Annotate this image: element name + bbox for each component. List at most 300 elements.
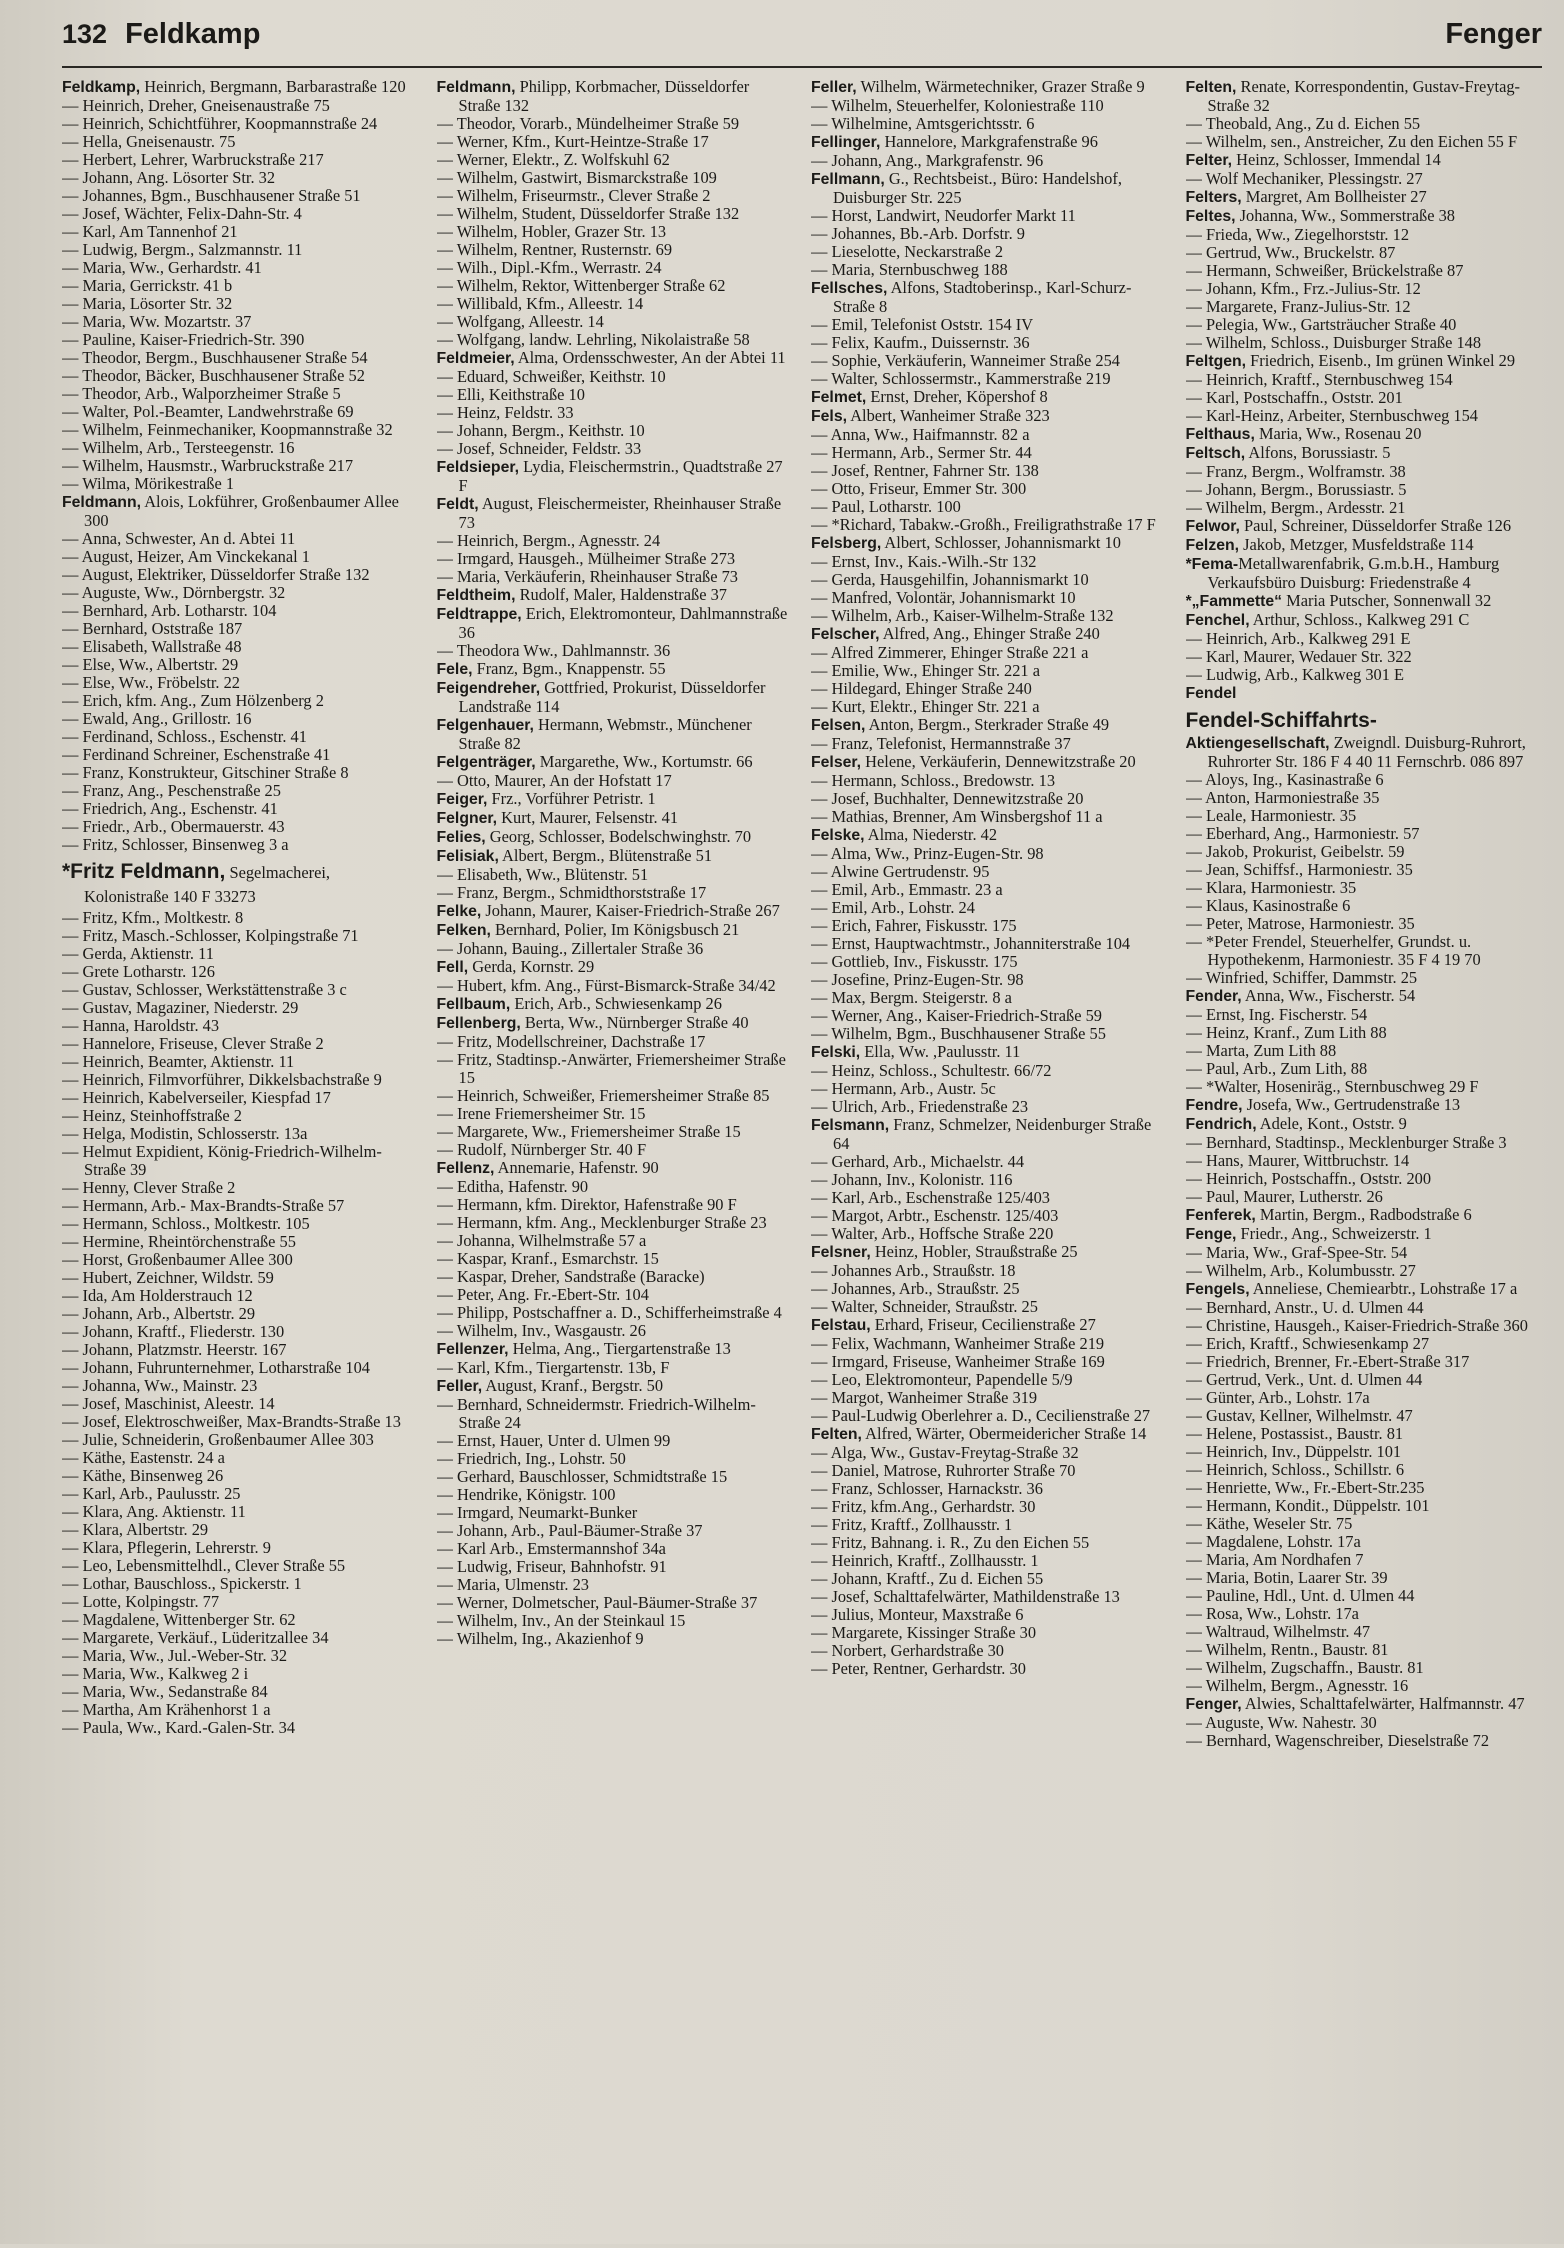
directory-entry [437,1522,794,1540]
entry-details: — Kurt, Elektr., Ehinger Str. 221 a [811,697,1040,716]
directory-entry [811,426,1168,444]
directory-entry [62,313,419,331]
directory-entry [437,1450,794,1468]
directory-entry [1186,1006,1543,1024]
directory-entry [1186,1042,1543,1060]
entry-details: — Paul, Maurer, Lutherstr. 26 [1185,1187,1383,1206]
directory-entry [1186,1533,1543,1551]
entry-details: — Hermine, Rheintörchenstraße 55 [62,1232,296,1251]
directory-entry [811,607,1168,625]
directory-entry [437,495,794,532]
entry-details: — Heinz, Schloss., Schultestr. 66/72 [811,1061,1052,1080]
entry-details: — Fritz, Schlosser, Binsenweg 3 a [62,835,289,854]
directory-entry [62,421,419,439]
entry-surname: Felten, [1185,79,1237,96]
directory-entry [1186,1335,1543,1353]
directory-entry [1186,555,1543,592]
directory-entry [437,716,794,753]
entry-surname: Fellenz, [436,1160,495,1177]
directory-entry [62,295,419,313]
entry-details: — Jakob, Prokurist, Geibelstr. 59 [1185,842,1405,861]
entry-details: Philipp, Korbmacher, Düsseldorfer Straße 132 [458,78,750,115]
entry-details: Martin, Bergm., Radbodstraße 6 [1255,1205,1472,1224]
entry-details: — Peter, Ang. Fr.-Ebert-Str. 104 [436,1285,649,1304]
entry-surname: Fenferek, [1185,1207,1256,1224]
entry-details: — Gerda, Aktienstr. 11 [62,944,214,963]
directory-entry [437,1087,794,1105]
directory-entry [62,1593,419,1611]
directory-entry [811,1642,1168,1660]
entry-surname: Felke, [436,903,482,920]
entry-details: Alfred, Wärter, Obermeidericher Straße 14 [861,1424,1147,1443]
entry-details: — Ludwig, Friseur, Bahnhofstr. 91 [436,1557,667,1576]
directory-entry [811,498,1168,516]
directory-entry [811,680,1168,698]
entry-details: — Ludwig, Arb., Kalkweg 301 E [1185,665,1405,684]
entry-details: — Bernhard, Arb. Lotharstr. 104 [62,601,277,620]
entry-surname: Aktiengesellschaft, [1185,735,1330,752]
directory-entry [62,385,419,403]
entry-details: — Karl, Am Tannenhof 21 [62,222,238,241]
directory-entry [62,475,419,493]
directory-entry [62,836,419,854]
directory-entry [811,826,1168,845]
entry-details: — Ulrich, Arb., Friedenstraße 23 [811,1097,1029,1116]
directory-entry [437,78,794,115]
entry-details: — Hendrike, Königstr. 100 [436,1485,616,1504]
entry-details: — Bernhard, Anstr., U. d. Ulmen 44 [1185,1298,1424,1317]
entry-details: — Daniel, Matrose, Ruhrorter Straße 70 [811,1461,1076,1480]
entry-surname: Felske, [811,827,865,844]
entry-details: — Frieda, Ww., Ziegelhorststr. 12 [1185,225,1410,244]
column-3 [811,78,1168,2248]
entry-details: — Leale, Harmoniestr. 35 [1185,806,1357,825]
directory-entry [811,644,1168,662]
directory-entry [62,1701,419,1719]
entry-details: — Anna, Ww., Haifmannstr. 82 a [811,425,1030,444]
entry-details: — Gustav, Magaziner, Niederstr. 29 [62,998,299,1017]
directory-entry [62,1305,419,1323]
directory-entry [62,530,419,548]
entry-details: — Leo, Elektromonteur, Papendelle 5/9 [811,1370,1073,1389]
directory-entry [62,1377,419,1395]
directory-entry [62,1017,419,1035]
entry-details: — Josef, Buchhalter, Dennewitzstraße 20 [811,789,1084,808]
entry-surname: Felgenträger, [436,754,536,771]
entry-details: — August, Heizer, Am Vinckekanal 1 [62,547,310,566]
entry-surname: Fellsches, [811,280,888,297]
directory-entry [437,790,794,809]
entry-details: Zweigndl. Duisburg-Ruhrort, Ruhrorter Str. 186 F 4 40 11 Fernschrb. 086 897 [1207,733,1526,771]
entry-details: — Maria, Ww., Graf-Spee-Str. 54 [1185,1243,1408,1262]
directory-entry [437,1196,794,1214]
directory-entry [437,772,794,790]
entry-details: — Ferdinand, Schloss., Eschenstr. 41 [62,727,307,746]
directory-entry [1186,1206,1543,1225]
entry-details: — Willibald, Kfm., Alleestr. 14 [436,294,644,313]
entry-details: — Hubert, Zeichner, Wildstr. 59 [62,1268,274,1287]
directory-entry [62,151,419,169]
directory-entry [1186,969,1543,987]
entry-details: — Klaus, Kasinostraße 6 [1185,896,1351,915]
entry-details: — Heinrich, Kraftf., Sternbuschweg 154 [1185,370,1453,389]
directory-entry [811,1207,1168,1225]
entry-details: Berta, Ww., Nürnberger Straße 40 [520,1013,749,1032]
entry-surname: Felters, [1185,189,1242,206]
entry-details: Alfons, Stadtoberinsp., Karl-Schurz-Straße 8 [833,278,1132,316]
directory-entry [1186,1024,1543,1042]
entry-details: Heinz, Hobler, Straußstraße 25 [870,1242,1078,1261]
directory-entry [1186,1115,1543,1134]
directory-entry [1186,425,1543,444]
entry-details: Erich, Elektromonteur, Dahlmannstraße 36 [458,604,788,642]
directory-entry [62,963,419,981]
entry-details: — Alfred Zimmerer, Ehinger Straße 221 a [811,643,1089,662]
entry-surname: Felwor, [1185,518,1240,535]
entry-surname: Fellenberg, [436,1015,521,1032]
directory-entry [437,902,794,921]
entry-details: Johann, Maurer, Kaiser-Friedrich-Straße 267 [481,901,780,920]
entry-details: — Magdalene, Lohstr. 17a [1185,1532,1361,1551]
entry-details: — Wilhelm, Gastwirt, Bismarckstraße 109 [436,168,717,187]
directory-entry [437,277,794,295]
directory-entry [62,1107,419,1125]
entry-details: — Margarete, Franz-Julius-Str. 12 [1185,297,1411,316]
page-number: 132 [62,19,108,49]
directory-entry [811,261,1168,279]
directory-entry [811,133,1168,152]
directory-entry [62,115,419,133]
directory-entry [811,279,1168,316]
entry-details: — Gustav, Kellner, Wilhelmstr. 47 [1185,1406,1413,1425]
entry-details: Metallwarenfabrik, G.m.b.H., Hamburg Verkaufsbüro Duisburg: Friedenstraße 4 [1207,554,1500,592]
directory-entry [1186,1497,1543,1515]
entry-details: — Ernst, Hauer, Unter d. Ulmen 99 [436,1431,671,1450]
directory-entry [1186,1677,1543,1695]
entry-details: — Kaspar, Dreher, Sandstraße (Baracke) [436,1267,705,1286]
entry-details: Alma, Ordensschwester, An der Abtei 11 [514,348,786,367]
column-1 [62,78,419,2248]
entry-surname: Feldmann, [62,494,141,511]
entry-surname: Fendel-Schiffahrts- [1185,709,1377,732]
directory-entry [1186,1262,1543,1280]
directory-entry [437,1250,794,1268]
directory-entry [1186,371,1543,389]
directory-entry [437,1286,794,1304]
directory-entry [437,1540,794,1558]
directory-entry [62,1071,419,1089]
entry-details: — Walter, Schneider, Straußstr. 25 [811,1297,1038,1316]
entry-details: — Otto, Maurer, An der Hofstatt 17 [436,771,672,790]
entry-details: Josefa, Ww., Gertrudenstraße 13 [1242,1095,1461,1114]
directory-entry [62,1359,419,1377]
directory-entry [1186,1188,1543,1206]
entry-details: Gerda, Kornstr. 29 [468,957,595,976]
directory-entry [437,1123,794,1141]
directory-entry [437,458,794,495]
entry-details: — Irmgard, Neumarkt-Bunker [436,1503,638,1522]
directory-entry [811,989,1168,1007]
directory-entry [62,1287,419,1305]
entry-details: — Gerhard, Arb., Michaelstr. 44 [811,1152,1025,1171]
directory-entry [811,207,1168,225]
directory-entry [62,1323,419,1341]
entry-details: — August, Elektriker, Düsseldorfer Straße 132 [62,565,370,584]
directory-entry [437,995,794,1014]
directory-entry [1186,389,1543,407]
entry-details: — Peter, Matrose, Harmoniestr. 35 [1185,914,1415,933]
entry-details: — Hermann, kfm. Direktor, Hafenstraße 90 F [436,1195,737,1214]
directory-entry [437,921,794,940]
directory-entry [437,368,794,386]
page-header [62,18,1542,68]
directory-entry [437,586,794,605]
directory-entry [811,808,1168,826]
entry-details: — Heinrich, Arb., Kalkweg 291 E [1185,629,1411,648]
directory-entry [811,1262,1168,1280]
entry-details: — Heinrich, Dreher, Gneisenaustraße 75 [62,96,330,115]
entry-surname: Fengels, [1185,1281,1250,1298]
directory-entry [811,152,1168,170]
directory-entry [811,716,1168,735]
entry-details: Anton, Bergm., Sterkrader Straße 49 [865,715,1110,734]
entry-details: Alfons, Borussiastr. 5 [1245,443,1391,462]
directory-entry [1186,1078,1543,1096]
entry-surname: Felgner, [436,810,498,827]
directory-entry [437,313,794,331]
entry-details: — Helmut Expidient, König-Friedrich-Wilhelm-Straße 39 [62,1142,382,1179]
directory-entry [1186,1371,1543,1389]
entry-details: — Otto, Friseur, Emmer Str. 300 [811,479,1027,498]
directory-entry [1186,734,1543,771]
entry-details: — Karl, Postschaffn., Oststr. 201 [1185,388,1403,407]
entry-details: — Wilhelm, Ing., Akazienhof 9 [436,1629,644,1648]
directory-entry [62,1053,419,1071]
directory-entry [1186,897,1543,915]
entry-details: — Werner, Dolmetscher, Paul-Bäumer-Straße 37 [436,1593,758,1612]
directory-entry [62,1197,419,1215]
directory-entry [62,1089,419,1107]
entry-surname: Fenge, [1185,1226,1237,1243]
directory-entry [62,78,419,97]
entry-details: — Klara, Pflegerin, Lehrerstr. 9 [62,1538,271,1557]
directory-entry [1186,630,1543,648]
entry-details: Georg, Schlosser, Bodelschwinghstr. 70 [485,827,752,846]
entry-details: — Paula, Ww., Kard.-Galen-Str. 34 [62,1718,296,1737]
entry-details: — Josef, Schneider, Feldstr. 33 [436,439,642,458]
directory-entry [437,958,794,977]
directory-entry [1186,666,1543,684]
directory-entry [1186,207,1543,226]
entry-details: — Walter, Arb., Hoffsche Straße 220 [811,1224,1054,1243]
entry-details: Erich, Arb., Schwiesenkamp 26 [510,994,722,1013]
directory-entry [811,1098,1168,1116]
directory-entry [62,1449,419,1467]
entry-details: — Rudolf, Nürnberger Str. 40 F [436,1140,647,1159]
directory-entry [811,1444,1168,1462]
entry-details: Hermann, Webmstr., Münchener Straße 82 [458,715,752,753]
entry-details: Alwies, Schalttafelwärter, Halfmannstr. 47 [1241,1694,1525,1713]
directory-entry [1186,1605,1543,1623]
entry-details: — Eduard, Schweißer, Keithstr. 10 [436,367,666,386]
directory-entry [811,863,1168,881]
directory-entry [811,899,1168,917]
entry-surname: Fender, [1185,988,1242,1005]
entry-details: — Heinrich, Schloss., Schillstr. 6 [1185,1460,1405,1479]
directory-entry [1186,481,1543,499]
directory-entry [62,746,419,764]
directory-entry [62,1719,419,1737]
entry-details: — Wilhelm, Hobler, Grazer Str. 13 [436,222,667,241]
entry-surname: Fenger, [1185,1696,1242,1713]
entry-details: — Erich, Kraftf., Schwiesenkamp 27 [1185,1334,1430,1353]
entry-details: Albert, Wanheimer Straße 323 [847,406,1050,425]
entry-details: — Maria, Ww., Sedanstraße 84 [62,1682,268,1701]
entry-details: — Friedr., Arb., Obermauerstr. 43 [62,817,285,836]
directory-entry [1186,1443,1543,1461]
directory-entry [811,1570,1168,1588]
entry-details: August, Kranf., Bergstr. 50 [482,1376,664,1395]
entry-details: Friedr., Ang., Schweizerstr. 1 [1236,1224,1432,1243]
directory-entry [437,440,794,458]
entry-details: Hannelore, Markgrafenstraße 96 [880,132,1098,151]
directory-entry [1186,1299,1543,1317]
directory-entry [62,169,419,187]
entry-details: — Ernst, Hauptwachtmstr., Johanniterstraße 104 [811,934,1131,953]
entry-details: — Karl, Arb., Paulusstr. 25 [62,1484,241,1503]
directory-entry [437,404,794,422]
entry-surname: Felser, [811,754,862,771]
directory-entry [1186,1479,1543,1497]
directory-entry [62,728,419,746]
entry-details: — Johannes Arb., Straußstr. 18 [811,1261,1016,1280]
directory-entry [62,1233,419,1251]
directory-entry [437,568,794,586]
directory-entry [1186,1732,1543,1750]
directory-entry [1186,1389,1543,1407]
directory-entry [1186,536,1543,555]
entry-details: — Wilhelm, Rektor, Wittenberger Straße 62 [436,276,726,295]
entry-details: — Heinrich, Filmvorführer, Dikkelsbachstraße 9 [62,1070,382,1089]
directory-entry [1186,1461,1543,1479]
directory-entry [437,386,794,404]
entry-details: — Maria, Verkäuferin, Rheinhauser Straße 73 [436,567,738,586]
entry-details: — Maria, Botin, Laarer Str. 39 [1185,1568,1388,1587]
directory-entry [1186,352,1543,371]
directory-entry [1186,1695,1543,1714]
directory-entry [62,133,419,151]
entry-surname: Felten, [811,1426,862,1443]
entry-details: — Emil, Arb., Lohstr. 24 [811,898,975,917]
entry-details: — Josef, Maschinist, Aleestr. 14 [62,1394,275,1413]
directory-entry [811,1298,1168,1316]
directory-entry [437,115,794,133]
entry-details: Bernhard, Polier, Im Königsbusch 21 [490,920,740,939]
directory-entry [437,550,794,568]
entry-details: Frz., Vorführer Petristr. 1 [487,789,656,808]
entry-details: — Theodor, Bäcker, Buschhausener Straße 52 [62,366,365,385]
entry-details: — Norbert, Gerhardstraße 30 [811,1641,1004,1660]
entry-details: — Ludwig, Bergm., Salzmannstr. 11 [62,240,303,259]
directory-entry [1186,1569,1543,1587]
entry-details: — Fritz, Kraftf., Zollhausstr. 1 [811,1515,1013,1534]
directory-entry [811,1080,1168,1098]
directory-entry [1186,1096,1543,1115]
directory-entry [1186,1659,1543,1677]
directory-entry [437,349,794,368]
entry-details: — Julius, Monteur, Maxstraße 6 [811,1605,1024,1624]
entry-details: — Maria, Ww., Jul.-Weber-Str. 32 [62,1646,288,1665]
entry-details: — Wilhelm, Inv., An der Steinkaul 15 [436,1611,686,1630]
entry-details: — Manfred, Volontär, Johannismarkt 10 [811,588,1076,607]
entry-details: — Bernhard, Oststraße 187 [62,619,243,638]
directory-entry [811,480,1168,498]
entry-details: — Heinz, Steinhoffstraße 2 [62,1106,242,1125]
directory-entry [811,881,1168,899]
directory-entry [437,605,794,642]
directory-entry [1186,1060,1543,1078]
directory-entry [437,532,794,550]
entry-details: — Maria, Sternbuschweg 188 [811,260,1008,279]
directory-entry [1186,499,1543,517]
directory-entry [811,1407,1168,1425]
entry-details: — Franz, Schlosser, Harnackstr. 36 [811,1479,1043,1498]
entry-details: — Elisabeth, Wallstraße 48 [62,637,242,656]
directory-entry [62,349,419,367]
entry-details: — Wilhelmine, Amtsgerichtsstr. 6 [811,114,1035,133]
directory-entry [62,638,419,656]
entry-details: — Winfried, Schiffer, Dammstr. 25 [1185,968,1418,987]
entry-details: Ernst, Dreher, Köpershof 8 [866,387,1048,406]
entry-surname: Fenchel, [1185,612,1250,629]
entry-details: — Heinrich, Schweißer, Friemersheimer Straße 85 [436,1086,770,1105]
entry-details: — Hanna, Haroldstr. 43 [62,1016,220,1035]
entry-details: — Theodor, Bergm., Buschhausener Straße 54 [62,348,368,367]
directory-entry [811,78,1168,97]
entry-details: Alois, Lokführer, Großenbaumer Allee 300 [84,492,399,530]
entry-details: — Wilhelm, Arb., Kaiser-Wilhelm-Straße 132 [811,606,1114,625]
directory-entry [62,1503,419,1521]
directory-entry [62,1665,419,1683]
directory-entry [1186,915,1543,933]
directory-entry [811,444,1168,462]
entry-details: Albert, Bergm., Blütenstraße 51 [498,846,713,865]
entry-details: — Karl, Kfm., Tiergartenstr. 13b, F [436,1358,670,1377]
directory-entry [62,1179,419,1197]
entry-details: — Wilhelm, Rentner, Rusternstr. 69 [436,240,673,259]
entry-details: — Pelegia, Ww., Gartsträucher Straße 40 [1185,315,1457,334]
directory-entry [811,370,1168,388]
entry-details: — Karl Arb., Emstermannshof 34a [436,1539,666,1558]
entry-details: — Klara, Albertstr. 29 [62,1520,209,1539]
entry-details: — Bernhard, Wagenschreiber, Dieselstraße 72 [1185,1731,1490,1750]
entry-details: — Johann, Ang., Markgrafenstr. 96 [811,151,1044,170]
entry-details: Alma, Niederstr. 42 [864,825,998,844]
directory-entry [811,553,1168,571]
entry-details: — Ferdinand Schreiner, Eschenstraße 41 [62,745,331,764]
entry-details: — Max, Bergm. Steigerstr. 8 a [811,988,1012,1007]
entry-details: — Wilhelm, Schloss., Duisburger Straße 148 [1185,333,1482,352]
directory-entry [437,828,794,847]
entry-details: G., Rechtsbeist., Büro: Handelshof, Duisburger Str. 225 [833,169,1122,207]
directory-entry [1186,1170,1543,1188]
directory-entry [811,1043,1168,1062]
entry-details: — Heinrich, Schichtführer, Koopmannstraße 24 [62,114,378,133]
directory-entry [811,352,1168,370]
entry-details: — Aloys, Ing., Kasinastraße 6 [1185,770,1384,789]
directory-entry [62,860,419,909]
entry-surname: Felisiak, [436,848,499,865]
